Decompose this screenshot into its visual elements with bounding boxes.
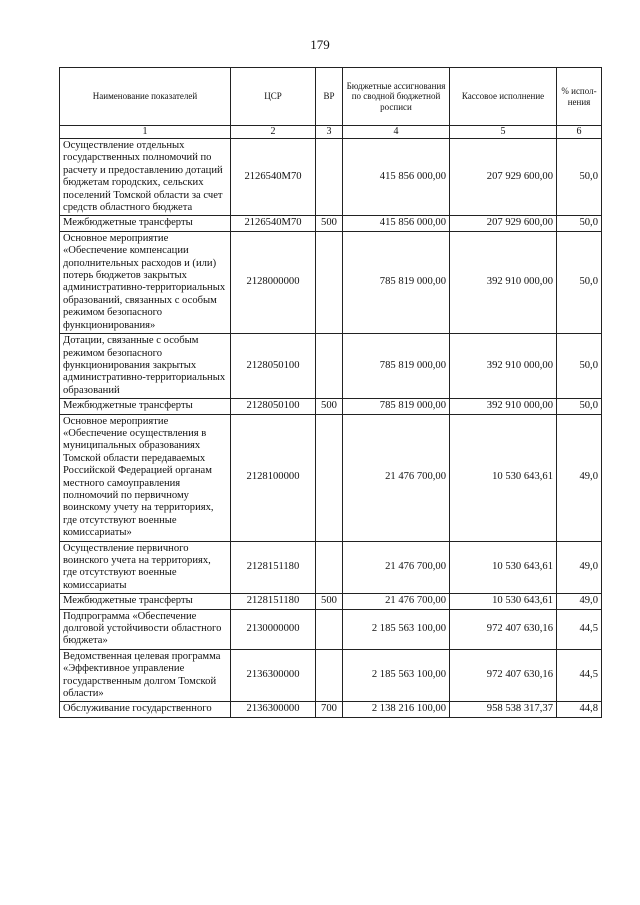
budget-amount: 415 856 000,00: [343, 139, 450, 216]
executed-amount: 10 530 643,61: [450, 541, 557, 594]
execution-percent: 50,0: [557, 231, 602, 333]
execution-percent: 49,0: [557, 594, 602, 609]
table-row: [60, 541, 602, 594]
budget-amount: 2 185 563 100,00: [343, 609, 450, 649]
executed-amount: 207 929 600,00: [450, 139, 557, 216]
budget-amount: 21 476 700,00: [343, 414, 450, 541]
csr-code: 2130000000: [231, 609, 316, 649]
header-budget-allocations: Бюджетные ассигнования по сводной бюджетной росписи: [343, 68, 450, 126]
column-number: 3: [316, 126, 343, 139]
budget-amount: 2 138 216 100,00: [343, 702, 450, 717]
budget-amount: 785 819 000,00: [343, 231, 450, 333]
table-row: [60, 334, 602, 399]
column-number: 4: [343, 126, 450, 139]
table-row: [60, 139, 602, 216]
column-number: 6: [557, 126, 602, 139]
vr-code: [316, 414, 343, 541]
indicator-name: Межбюджетные трансферты: [60, 594, 231, 609]
execution-percent: 49,0: [557, 541, 602, 594]
budget-amount: 785 819 000,00: [343, 399, 450, 414]
executed-amount: 958 538 317,37: [450, 702, 557, 717]
column-number: 1: [60, 126, 231, 139]
table-row: [60, 414, 602, 541]
vr-code: 500: [316, 216, 343, 231]
indicator-name: Основное мероприятие «Обеспечение компенсации дополнительных расходов и (или) потерь бюджетов закрытых административно-территориальных образований, связанных с особым режимом безопасного функционирования»: [60, 231, 231, 333]
execution-percent: 50,0: [557, 334, 602, 399]
executed-amount: 10 530 643,61: [450, 594, 557, 609]
csr-code: 2126540M70: [231, 139, 316, 216]
executed-amount: 392 910 000,00: [450, 334, 557, 399]
vr-code: [316, 231, 343, 333]
budget-amount: 21 476 700,00: [343, 541, 450, 594]
header-execution-percent: % испол-нения: [557, 68, 602, 126]
executed-amount: 207 929 600,00: [450, 216, 557, 231]
table-row: [60, 231, 602, 333]
csr-code: 2128151180: [231, 594, 316, 609]
execution-percent: 50,0: [557, 139, 602, 216]
execution-percent: 50,0: [557, 216, 602, 231]
vr-code: 500: [316, 594, 343, 609]
indicator-name: Подпрограмма «Обеспечение долговой устойчивости областного бюджета»: [60, 609, 231, 649]
budget-execution-table: [59, 67, 602, 718]
table-row: [60, 649, 602, 702]
vr-code: [316, 649, 343, 702]
budget-amount: 415 856 000,00: [343, 216, 450, 231]
csr-code: 2128151180: [231, 541, 316, 594]
table-header-row: [60, 68, 602, 126]
executed-amount: 10 530 643,61: [450, 414, 557, 541]
csr-code: 2128100000: [231, 414, 316, 541]
indicator-name: Обслуживание государственного: [60, 702, 231, 717]
budget-amount: 785 819 000,00: [343, 334, 450, 399]
page-number: 179: [310, 37, 330, 52]
execution-percent: 44,5: [557, 609, 602, 649]
executed-amount: 392 910 000,00: [450, 231, 557, 333]
header-vr: ВР: [316, 68, 343, 126]
vr-code: [316, 609, 343, 649]
header-csr: ЦСР: [231, 68, 316, 126]
executed-amount: 972 407 630,16: [450, 609, 557, 649]
csr-code: 2128000000: [231, 231, 316, 333]
executed-amount: 972 407 630,16: [450, 649, 557, 702]
table-row: [60, 594, 602, 609]
vr-code: 500: [316, 399, 343, 414]
budget-amount: 2 185 563 100,00: [343, 649, 450, 702]
column-number: 2: [231, 126, 316, 139]
column-number: 5: [450, 126, 557, 139]
csr-code: 2136300000: [231, 702, 316, 717]
execution-percent: 44,8: [557, 702, 602, 717]
table-row: [60, 609, 602, 649]
indicator-name: Осуществление отдельных государственных полномочий по расчету и предоставлению дотаций бюджетам городских, сельских поселений Томской области за счет средств областного бюджета: [60, 139, 231, 216]
vr-code: [316, 139, 343, 216]
vr-code: [316, 334, 343, 399]
csr-code: 2128050100: [231, 399, 316, 414]
indicator-name: Ведомственная целевая программа «Эффективное управление государственным долгом Томской области»: [60, 649, 231, 702]
indicator-name: Осуществление первичного воинского учета на территориях, где отсутствуют военные комиссариаты: [60, 541, 231, 594]
csr-code: 2126540M70: [231, 216, 316, 231]
executed-amount: 392 910 000,00: [450, 399, 557, 414]
budget-amount: 21 476 700,00: [343, 594, 450, 609]
table-row: [60, 399, 602, 414]
column-number-row: [60, 126, 602, 139]
indicator-name: Межбюджетные трансферты: [60, 399, 231, 414]
execution-percent: 50,0: [557, 399, 602, 414]
vr-code: [316, 541, 343, 594]
indicator-name: Дотации, связанные с особым режимом безопасного функционирования закрытых административно-территориальных образований: [60, 334, 231, 399]
header-indicator-name: Наименование показателей: [60, 68, 231, 126]
indicator-name: Основное мероприятие «Обеспечение осуществления в муниципальных образованиях Томской области передаваемых Российской Федерацией органам местного самоуправления полномочий по первичному воинскому учету на территориях, где отсутствуют военные комиссариаты»: [60, 414, 231, 541]
header-cash-execution: Кассовое исполнение: [450, 68, 557, 126]
vr-code: 700: [316, 702, 343, 717]
execution-percent: 44,5: [557, 649, 602, 702]
execution-percent: 49,0: [557, 414, 602, 541]
table-row: [60, 702, 602, 717]
csr-code: 2128050100: [231, 334, 316, 399]
csr-code: 2136300000: [231, 649, 316, 702]
indicator-name: Межбюджетные трансферты: [60, 216, 231, 231]
table-row: [60, 216, 602, 231]
